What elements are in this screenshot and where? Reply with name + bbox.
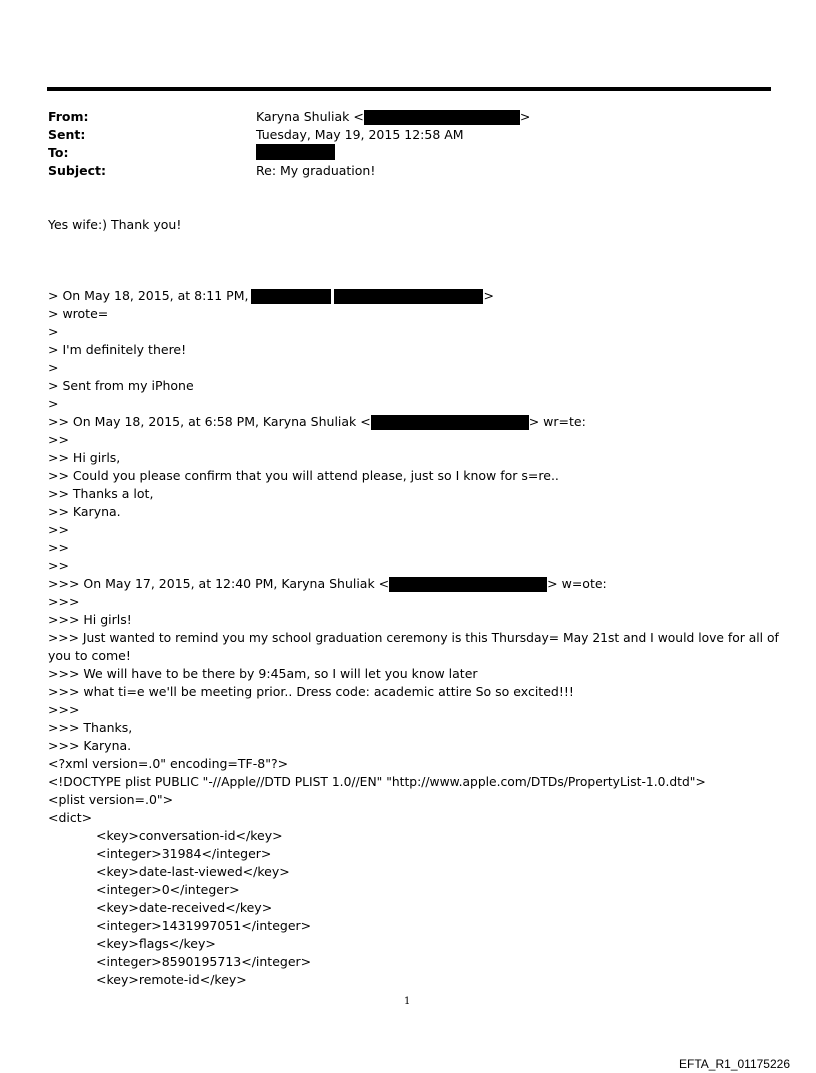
subject-value: Re: My graduation! [256,163,376,178]
plist-line: <dict> [48,810,93,825]
quote-line: > I'm definitely there! [48,342,187,357]
quote-line: >> Hi girls, [48,450,121,465]
plist-line: <key>flags</key> [96,936,216,951]
redaction-box [334,289,483,304]
redaction-box [256,144,335,160]
quote-text: >> On May 18, 2015, at 6:58 PM, Karyna Shuliak < [48,414,371,429]
redaction-box [251,289,331,304]
quote-line: > [48,360,59,375]
reply-text: Yes wife:) Thank you! [48,217,182,232]
quote-line: >>> We will have to be there by 9:45am, so I will let you know later [48,666,478,681]
quote-line [48,413,586,431]
from-label: From: [48,109,89,124]
quote-line: >> [48,522,69,537]
quote-line: >>> [48,594,80,609]
page-number: 1 [404,996,411,1007]
quote-text: > On May 18, 2015, at 8:11 PM, [48,288,249,303]
quote-line: > [48,396,59,411]
plist-line: <key>date-received</key> [96,900,273,915]
plist-line: <key>date-last-viewed</key> [96,864,290,879]
quote-line: you to come! [48,648,131,663]
from-name: Karyna Shuliak < [256,109,364,124]
plist-line: <?xml version=.0" encoding=TF-8"?> [48,756,289,771]
plist-line: <key>remote-id</key> [96,972,247,987]
quote-line: >>> [48,702,80,717]
subject-label: Subject: [48,163,106,178]
quote-text: > w=ote: [547,576,607,591]
quote-line: >>> Thanks, [48,720,133,735]
quote-line: > Sent from my iPhone [48,378,194,393]
from-suffix: > [519,109,531,124]
quote-line: > wrote= [48,306,109,321]
bates-number: EFTA_R1_01175226 [679,1057,790,1071]
quote-text: > [483,288,494,303]
quote-line: > [48,324,59,339]
quote-line: >>> Hi girls! [48,612,132,627]
plist-line: <!DOCTYPE plist PUBLIC "-//Apple//DTD PLIST 1.0//EN" "http://www.apple.com/DTDs/PropertyList-1.0.dtd"> [48,775,706,789]
plist-line: <key>conversation-id</key> [96,828,283,843]
quote-line: >> Karyna. [48,504,121,519]
to-value [256,144,335,160]
quote-line [48,575,607,593]
quote-line: >>> Karyna. [48,738,132,753]
quote-line: >> [48,540,69,555]
sent-label: Sent: [48,127,86,142]
quote-text: > wr=te: [528,414,586,429]
quote-line [48,287,494,305]
from-value [256,108,530,126]
quote-line: >>> what ti=e we'll be meeting prior.. Dress code: academic attire So so excited!!! [48,684,574,699]
plist-line: <plist version=.0"> [48,792,174,807]
sent-value: Tuesday, May 19, 2015 12:58 AM [256,127,464,142]
quote-line: >> [48,558,69,573]
quote-text: >>> On May 17, 2015, at 12:40 PM, Karyna Shuliak < [48,576,390,591]
to-label: To: [48,145,69,160]
redaction-box [364,110,520,125]
plist-line: <integer>1431997051</integer> [96,918,312,933]
redaction-box [371,415,529,430]
plist-line: <integer>8590195713</integer> [96,954,312,969]
redaction-box [389,577,547,592]
quote-line: >> [48,432,69,447]
quote-line: >>> Just wanted to remind you my school graduation ceremony is this Thursday= May 21st and I would love for all of [48,631,779,645]
plist-line: <integer>31984</integer> [96,846,272,861]
plist-line: <integer>0</integer> [96,882,240,897]
header-rule [47,87,771,91]
quote-line: >> Could you please confirm that you will attend please, just so I know for s=re.. [48,468,559,483]
quote-line: >> Thanks a lot, [48,486,154,501]
